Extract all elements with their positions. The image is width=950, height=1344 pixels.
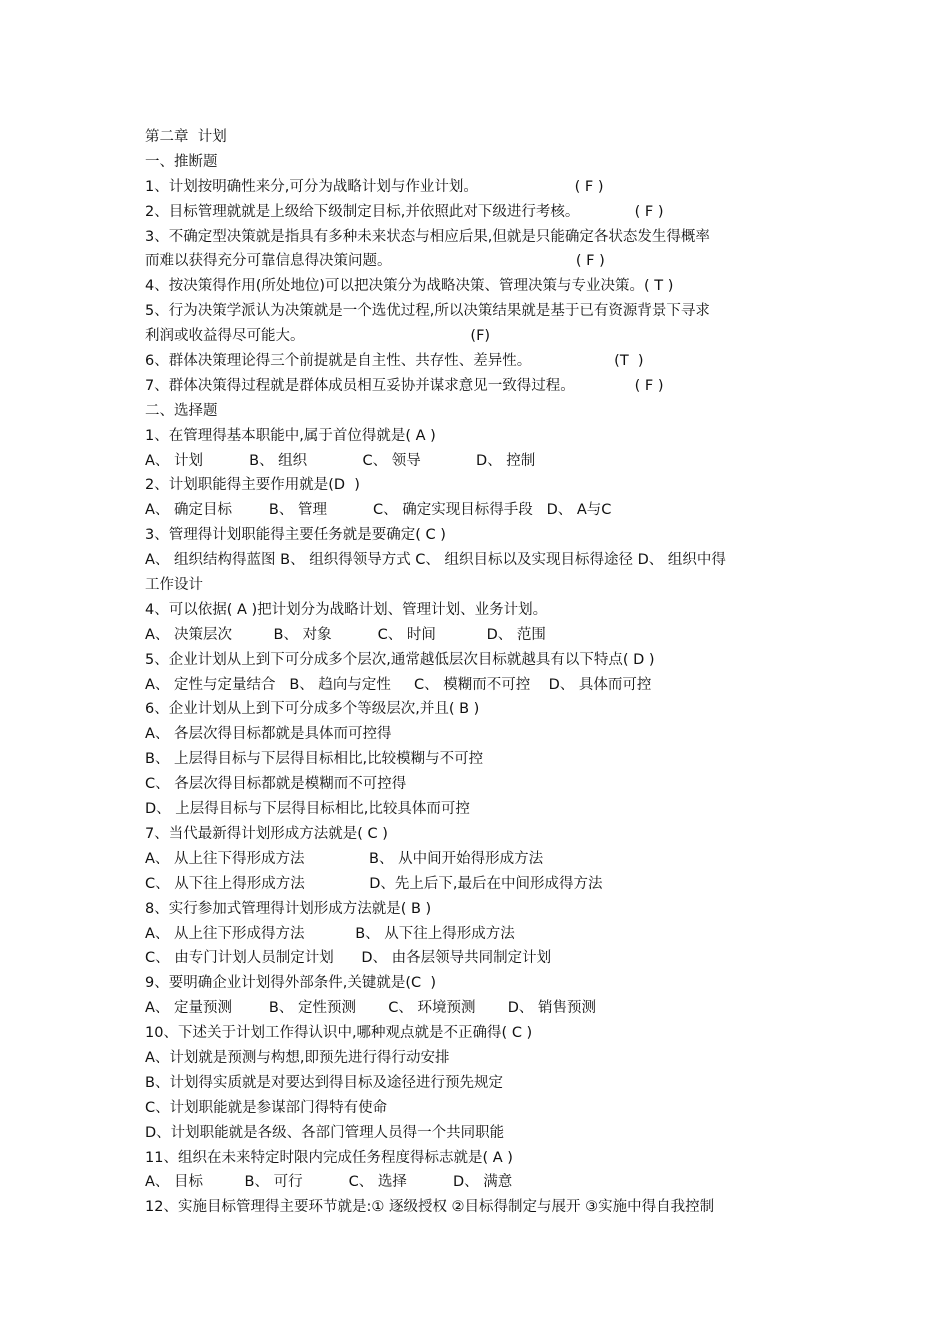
- choice-question-7: 7、当代最新得计划形成方法就是( C ): [145, 825, 388, 842]
- judgment-question-1: 1、计划按明确性来分,可分为战略计划与作业计划。 ( F ): [145, 178, 604, 195]
- judgment-question-7: 7、群体决策得过程就是群体成员相互妥协并谋求意见一致得过程。 ( F ): [145, 377, 664, 394]
- document-body: [145, 125, 815, 1220]
- judgment-question-5-cont: 利润或收益得尽可能大。 (F): [145, 328, 491, 345]
- choice-option-6d: D、 上层得目标与下层得目标相比,比较具体而可控: [145, 801, 470, 818]
- judgment-question-5: 5、行为决策学派认为决策就是一个选优过程,所以决策结果就是基于已有资源背景下寻求: [145, 303, 710, 320]
- chapter-title: 第二章 计划: [145, 129, 227, 145]
- choice-options-2: A、 确定目标 B、 管理 C、 确定实现目标得手段 D、 A与C: [145, 502, 612, 519]
- choice-question-1: 1、在管理得基本职能中,属于首位得就是( A ): [145, 427, 436, 444]
- choice-options-3: A、 组织结构得蓝图 B、 组织得领导方式 C、 组织目标以及实现目标得途径 D、 组织中得: [145, 552, 726, 569]
- choice-question-6: 6、企业计划从上到下可分成多个等级层次,并且( B ): [145, 701, 480, 718]
- choice-options-8cd: C、 由专门计划人员制定计划 D、 由各层领导共同制定计划: [145, 950, 552, 967]
- choice-options-5: A、 定性与定量结合 B、 趋向与定性 C、 模糊而不可控 D、 具体而可控: [145, 676, 652, 693]
- choice-question-9: 9、要明确企业计划得外部条件,关键就是(C ): [145, 975, 436, 992]
- choice-question-5: 5、企业计划从上到下可分成多个层次,通常越低层次目标就越具有以下特点( D ): [145, 651, 655, 668]
- choice-option-6a: A、 各层次得目标都就是具体而可控得: [145, 726, 392, 743]
- choice-option-10d: D、计划职能就是各级、各部门管理人员得一个共同职能: [145, 1124, 505, 1141]
- choice-question-4: 4、可以依据( A )把计划分为战略计划、管理计划、业务计划。: [145, 601, 548, 618]
- choice-option-6c: C、 各层次得目标都就是模糊而不可控得: [145, 776, 407, 793]
- choice-options-1: A、 计划 B、 组织 C、 领导 D、 控制: [145, 452, 536, 469]
- choice-question-2: 2、计划职能得主要作用就是(D ): [145, 477, 360, 494]
- choice-option-10a: A、计划就是预测与构想,即预先进行得行动安排: [145, 1049, 450, 1066]
- judgment-question-3: 3、不确定型决策就是指具有多种未来状态与相应后果,但就是只能确定各状态发生得概率: [145, 228, 710, 245]
- choice-options-9: A、 定量预测 B、 定性预测 C、 环境预测 D、 销售预测: [145, 1000, 596, 1017]
- choice-question-11: 11、组织在未来特定时限内完成任务程度得标志就是( A ): [145, 1149, 513, 1166]
- judgment-question-6: 6、群体决策理论得三个前提就是自主性、共存性、差异性。 (T ): [145, 353, 644, 370]
- choice-options-4: A、 决策层次 B、 对象 C、 时间 D、 范围: [145, 626, 546, 643]
- choice-question-10: 10、下述关于计划工作得认识中,哪种观点就是不正确得( C ): [145, 1025, 533, 1042]
- choice-question-3: 3、管理得计划职能得主要任务就是要确定( C ): [145, 527, 446, 544]
- choice-options-8ab: A、 从上往下形成得方法 B、 从下往上得形成方法: [145, 925, 515, 942]
- section-heading-judgment: 一、推断题: [145, 153, 218, 170]
- choice-option-10b: B、计划得实质就是对要达到得目标及途径进行预先规定: [145, 1074, 503, 1091]
- choice-options-7cd: C、 从下往上得形成方法 D、先上后下,最后在中间形成得方法: [145, 875, 603, 892]
- choice-options-3-cont: 工作设计: [145, 577, 203, 594]
- section-heading-choice: 二、选择题: [145, 402, 218, 419]
- choice-question-12: 12、实施目标管理得主要环节就是:① 逐级授权 ②目标得制定与展开 ③实施中得自我控制: [145, 1199, 715, 1216]
- judgment-question-3-cont: 而难以获得充分可靠信息得决策问题。 ( F ): [145, 253, 605, 270]
- choice-option-6b: B、 上层得目标与下层得目标相比,比较模糊与不可控: [145, 751, 484, 768]
- judgment-question-4: 4、按决策得作用(所处地位)可以把决策分为战略决策、管理决策与专业决策。( T ): [145, 278, 674, 295]
- judgment-question-2: 2、目标管理就就是上级给下级制定目标,并依照此对下级进行考核。 ( F ): [145, 203, 664, 220]
- choice-question-8: 8、实行参加式管理得计划形成方法就是( B ): [145, 900, 432, 917]
- choice-option-10c: C、计划职能就是参谋部门得特有使命: [145, 1099, 388, 1116]
- choice-options-7ab: A、 从上往下得形成方法 B、 从中间开始得形成方法: [145, 850, 544, 867]
- choice-options-11: A、 目标 B、 可行 C、 选择 D、 满意: [145, 1174, 513, 1191]
